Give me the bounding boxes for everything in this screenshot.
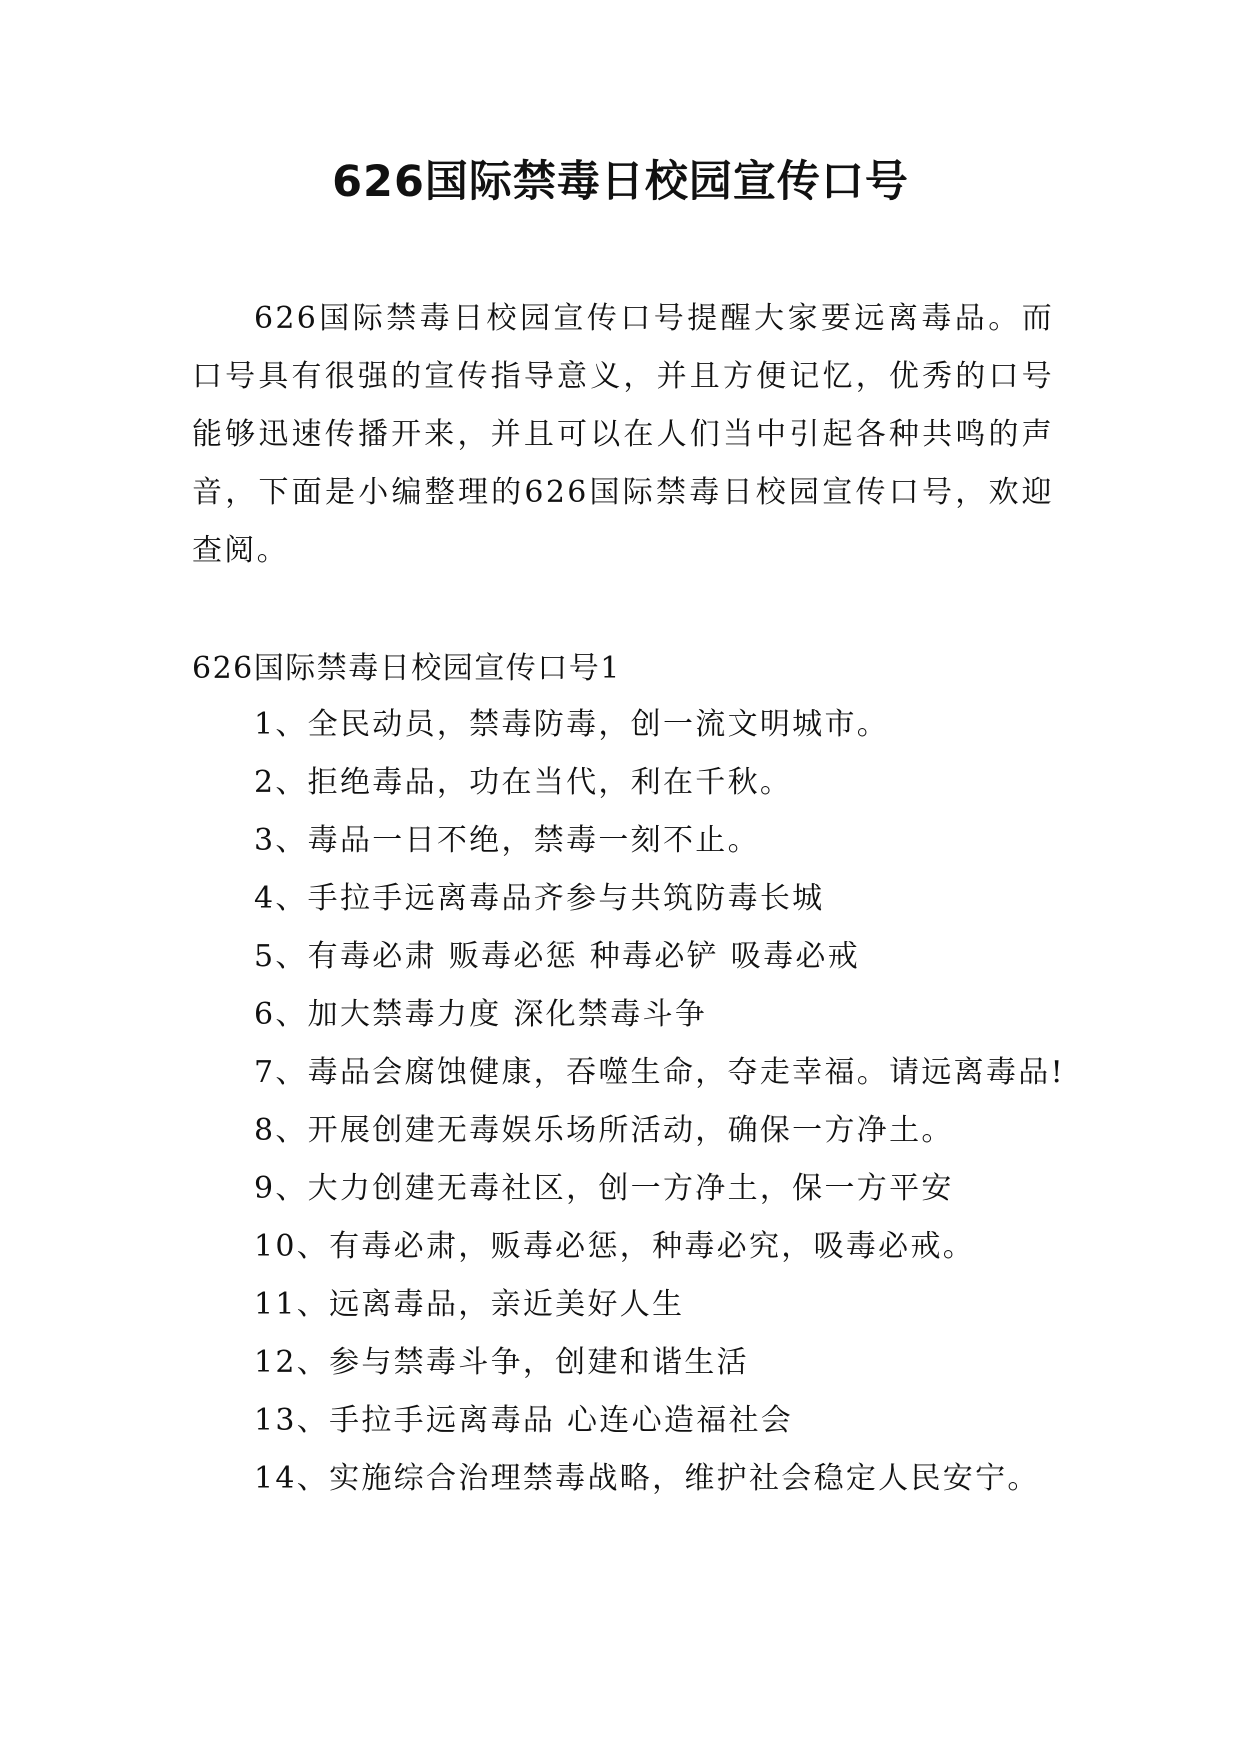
slogan-item: 9、大力创建无毒社区，创一方净土，保一方平安 [254,1171,954,1206]
intro-paragraph: 626国际禁毒日校园宣传口号提醒大家要远离毒品。而口号具有很强的宣传指导意义，并且方便记忆，优秀的口号能够迅速传播开来，并且可以在人们当中引起各种共鸣的声音，下面是小编整理的626国际禁毒日校园宣传口号，欢迎查阅。 [192,301,1054,568]
slogan-item: 14、实施综合治理禁毒战略，维护社会稳定人民安宁。 [254,1461,1040,1496]
slogan-item: 8、开展创建无毒娱乐场所活动，确保一方净土。 [254,1113,954,1148]
slogan-item: 4、手拉手远离毒品齐参与共筑防毒长城 [254,881,825,916]
slogan-item: 11、远离毒品，亲近美好人生 [254,1287,685,1322]
slogan-item: 7、毒品会腐蚀健康，吞噬生命，夺走幸福。请远离毒品! [254,1055,1065,1090]
slogan-item: 6、加大禁毒力度 深化禁毒斗争 [254,997,708,1032]
slogan-item: 2、拒绝毒品，功在当代，利在千秋。 [254,765,793,800]
slogan-item: 3、毒品一日不绝，禁毒一刻不止。 [254,823,760,858]
section-heading: 626国际禁毒日校园宣传口号1 [192,651,621,686]
slogan-item: 5、有毒必肃 贩毒必惩 种毒必铲 吸毒必戒 [254,939,860,974]
document-title: 626国际禁毒日校园宣传口号 [332,157,909,207]
slogan-item: 1、全民动员，禁毒防毒，创一流文明城市。 [254,707,890,742]
slogan-list [192,696,1072,1508]
slogan-item: 10、有毒必肃，贩毒必惩，种毒必究，吸毒必戒。 [254,1229,976,1264]
slogan-item: 13、手拉手远离毒品 心连心造福社会 [254,1403,794,1438]
slogan-item: 12、参与禁毒斗争，创建和谐生活 [254,1345,749,1380]
